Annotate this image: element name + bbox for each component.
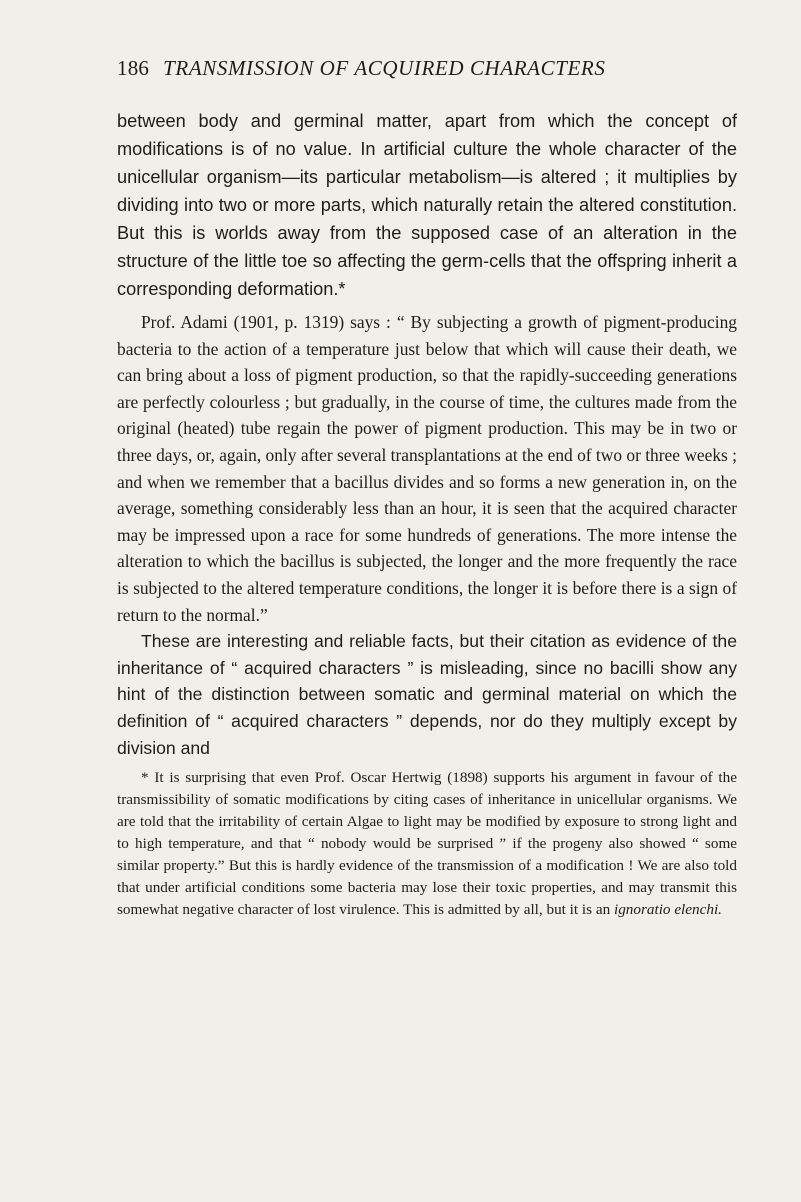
footnote: [117, 767, 737, 921]
running-head: [117, 56, 737, 81]
page-number: 186: [117, 56, 150, 80]
footnote-text: * It is surprising that even Prof. Oscar Hertwig (1898) supports his argument in favour of the transmissibility of somatic modifications by citing cases of inheritance in unicellular organisms. We are told that the irritability of certain Algae to light may be modified by exposure to strong light and to high temperature, and that “ nobody would be surprised ” if the progeny also showed “ some similar property.” But this is hardly evidence of the transmission of a modification ! We are also told that under artificial conditions some bacteria may lose their toxic properties, and may transmit this somewhat negative character of lost virulence. This is admitted by all, but it is an: [117, 769, 737, 919]
paragraph-2: These are interesting and reliable facts, but their citation as evidence of the inheritance of “ acquired characters ” is misleading, since no bacilli show any hint of the distinction between somatic and germinal material on which the definition of “ acquired characters ” depends, nor do they multiply except by division and: [117, 631, 737, 758]
page: [117, 56, 737, 921]
footnote-italic-phrase: ignoratio elenchi.: [613, 901, 722, 919]
quoted-paragraph: Prof. Adami (1901, p. 1319) says : “ By subjecting a growth of pigment-producing bacteria to the action of a temperature just below that which will cause their death, we can bring about a loss of pigment production, so that the rapidly-succeeding generations are perfectly colourless ; but gradually, in the course of time, the cultures made from the original (heated) tube regain the power of pigment production. This may be in two or three days, or, again, only after several transplantations at the end of two or three weeks ; and when we remember that a bacillus divides and so forms a new generation in, on the average, something considerably less than an hour, it is seen that the acquired character may be impressed upon a race for some hundreds of generations. The more intense the alteration to which the bacillus is subjected, the longer and the more frequently the race is subjected to the altered temperature conditions, the longer it is before there is a sign of return to the normal.”: [117, 312, 737, 625]
paragraph-1: between body and germinal matter, apart from which the concept of modifications is of no value. In artificial culture the whole character of the unicellular organism—its particular metabolism—is altered ; it multiplies by dividing into two or more parts, which naturally retain the altered constitution. But this is worlds away from the supposed case of an alteration in the structure of the little toe so affecting the germ-cells that the offspring inherit a corresponding deformation.*: [117, 111, 737, 299]
running-title: TRANSMISSION OF ACQUIRED CHARACTERS: [163, 56, 606, 80]
